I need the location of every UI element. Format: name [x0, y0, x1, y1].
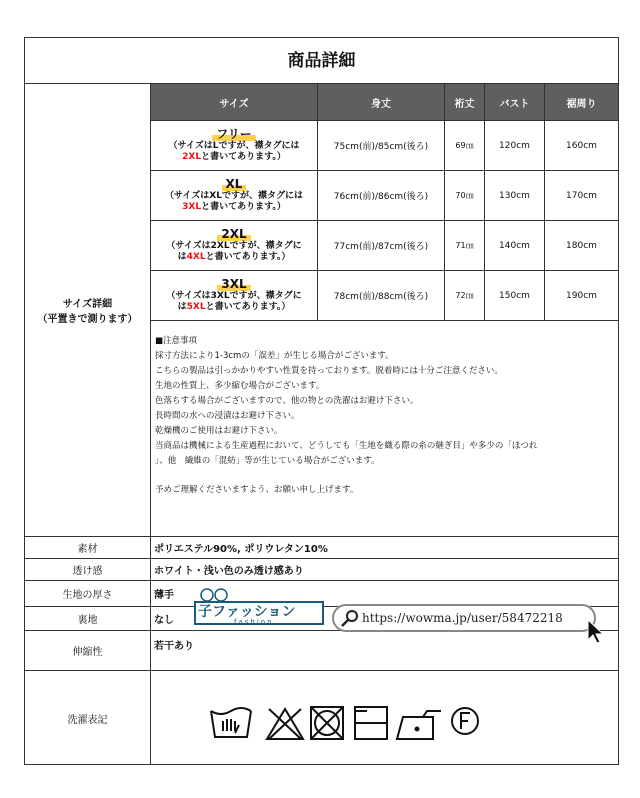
- sleeve-cell: 71㎝: [445, 221, 485, 270]
- size-row: [151, 221, 618, 271]
- size-name: フリー: [212, 128, 256, 141]
- tag-size: 4XL: [186, 252, 206, 262]
- search-icon: [340, 609, 360, 627]
- size-note-c: と書いてあります。）: [205, 252, 291, 262]
- header-sleeve: 裄丈: [445, 84, 485, 120]
- note-line: こちらの製品は引っかかりやすい性質を持っております。脱着時には十分ご注意ください。: [155, 366, 503, 376]
- size-note-a: （サイズはLですが、襟タグには: [168, 141, 300, 151]
- lining-value: なし: [151, 607, 618, 631]
- lining-label: 裏地: [25, 607, 151, 631]
- length-cell: 75cm(前)/85cm(後ろ): [318, 121, 445, 170]
- bust-cell: 120cm: [485, 121, 545, 170]
- stretch-value: 若干あり: [151, 631, 618, 671]
- size-section-label: [25, 84, 151, 537]
- material-value: ポリエステル90%, ポリウレタン10%: [151, 537, 618, 559]
- header-hem: 裾周り: [545, 84, 618, 120]
- no-bleach-icon: [267, 709, 303, 739]
- header-bust: バスト: [485, 84, 545, 120]
- note-line: 」、他 繊維の「混紡」等が生じている場合がございます。: [155, 456, 380, 466]
- bust-cell: 130cm: [485, 171, 545, 220]
- size-row: [151, 171, 618, 221]
- size-name: XL: [222, 178, 247, 191]
- hand-wash-icon: [211, 708, 251, 737]
- bust-cell: 140cm: [485, 221, 545, 270]
- length-cell: 76cm(前)/86cm(後ろ): [318, 171, 445, 220]
- note-line: 色落ちする場合がございますので、他の物との洗濯はお避け下さい。: [155, 396, 419, 406]
- size-label-title: サイズ詳細: [62, 299, 113, 310]
- note-line: 当商品は機械による生産過程において、どうしても「生地を織る際の糸の継ぎ目」や多少の「ほつれ: [155, 441, 538, 451]
- size-note-b: は: [177, 302, 187, 312]
- hem-cell: 190cm: [566, 290, 597, 301]
- tag-size: 3XL: [182, 202, 202, 212]
- size-note-b: と書いてあります。）: [201, 202, 286, 212]
- note-line: ■注意事項: [155, 336, 198, 346]
- size-name: 2XL: [217, 228, 250, 241]
- size-cell: [151, 271, 318, 320]
- thickness-value: 薄手: [151, 581, 618, 607]
- size-label-subtitle: （平置きで測ります）: [37, 314, 138, 325]
- size-note-c: と書いてあります。）: [205, 302, 291, 312]
- note-line: 乾燥機のご使用はお避け下さい。: [155, 426, 283, 436]
- length-cell: 77cm(前)/87cm(後ろ): [318, 221, 445, 270]
- header-size: サイズ: [151, 84, 318, 120]
- dry-clean-f-icon: [452, 708, 478, 734]
- size-note-b: は: [177, 252, 187, 262]
- size-name: 3XL: [217, 278, 250, 291]
- note-line: 生地の性質上、多少縮む場合がございます。: [155, 381, 325, 391]
- hem-cell: 170cm: [566, 190, 597, 201]
- size-table-header: [151, 84, 618, 121]
- shop-logo: [194, 588, 324, 628]
- page-title: 商品詳細: [25, 38, 618, 84]
- sheerness-label: 透け感: [25, 559, 151, 581]
- logo-subtext: fashion: [234, 618, 274, 626]
- note-line: 長時間の水への浸漬はお避け下さい。: [155, 411, 300, 421]
- size-note-a: （サイズはXLですが、襟タグには: [165, 191, 303, 201]
- sleeve-cell: 69㎝: [445, 121, 485, 170]
- hem-cell: 160cm: [566, 140, 597, 151]
- sleeve-cell: 72㎝: [445, 271, 485, 320]
- bust-cell: 150cm: [485, 271, 545, 320]
- size-row: [151, 121, 618, 171]
- sleeve-cell: 70㎝: [445, 171, 485, 220]
- logo-text: 子ファッション: [198, 604, 296, 620]
- note-line: 採寸方法により1-3cmの「誤差」が生じる場合がございます。: [155, 351, 394, 361]
- note-closing: 予めご理解くださいますよう、お願い申し上げます。: [155, 485, 359, 495]
- hem-cell: 180cm: [566, 240, 597, 251]
- care-notes: [151, 321, 618, 537]
- size-cell: [151, 121, 318, 170]
- thickness-label: 生地の厚さ: [25, 581, 151, 607]
- low-iron-icon: [397, 711, 441, 739]
- material-label: 素材: [25, 537, 151, 559]
- size-note-b: と書いてあります。）: [201, 152, 286, 162]
- care-label: 洗濯表記: [25, 671, 151, 765]
- size-row: [151, 271, 618, 321]
- cursor-icon: [586, 618, 606, 644]
- shop-url[interactable]: https://wowma.jp/user/58472218: [332, 604, 596, 632]
- logo-bubbles-icon: [200, 588, 230, 602]
- sheerness-value: ホワイト・浅い色のみ透け感あり: [151, 559, 618, 581]
- tag-size: 2XL: [182, 152, 202, 162]
- no-tumble-dry-icon: [311, 707, 343, 739]
- drip-dry-icon: [355, 707, 387, 739]
- size-note-a: （サイズは3XLですが、襟タグに: [166, 291, 302, 301]
- tag-size: 5XL: [186, 302, 206, 312]
- header-length: 身丈: [318, 84, 445, 120]
- size-note-a: （サイズは2XLですが、襟タグに: [166, 241, 302, 251]
- stretch-label: 伸縮性: [25, 631, 151, 671]
- length-cell: 78cm(前)/88cm(後ろ): [318, 271, 445, 320]
- care-symbols: [151, 671, 618, 765]
- size-cell: [151, 221, 318, 270]
- product-detail-sheet: [24, 37, 619, 765]
- size-cell: [151, 171, 318, 220]
